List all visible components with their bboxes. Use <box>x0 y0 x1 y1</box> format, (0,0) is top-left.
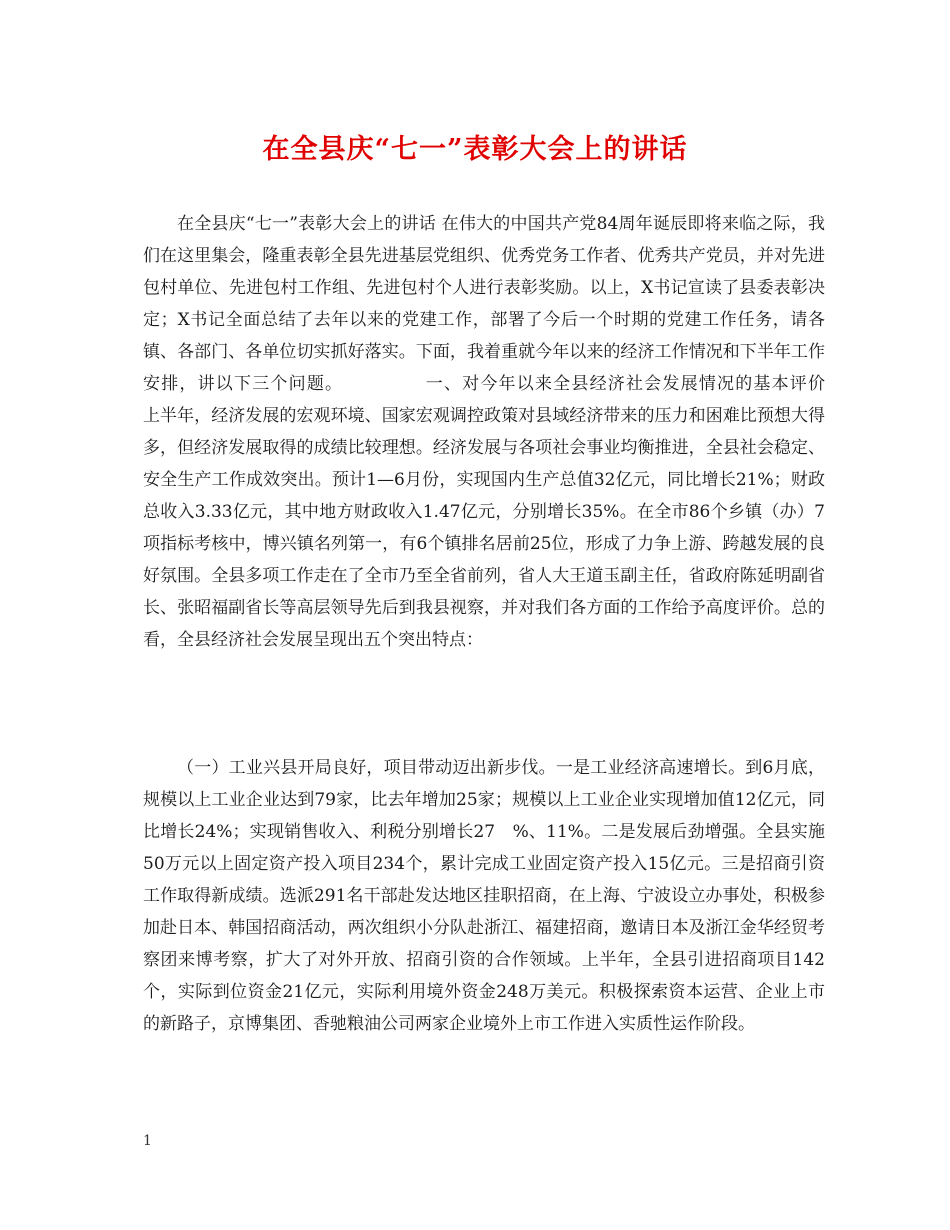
document-title: 在全县庆“七一”表彰大会上的讲话 <box>262 134 688 165</box>
body-paragraph-1: 在全县庆“七一”表彰大会上的讲话 在伟大的中国共产党84周年诞辰即将来临之际，我们在这里集会，隆重表彰全县先进基层党组织、优秀党务工作者、优秀共产党员，并对先进包村单位、先进包村工作组、先进包村个人进行表彰奖励。以上，X书记宣读了县委表彰决定；X书记全面总结了去年以来的党建工作，部署了今后一个时期的党建工作任务，请各镇、各部门、各单位切实抓好落实。下面，我着重就今年以来的经济工作情况和下半年工作安排，讲以下三个问题。 一、对今年以来全县经济社会发展情况的基本评价 上半年，经济发展的宏观环境、国家宏观调控政策对县域经济带来的压力和困难比预想大得多，但经济发展取得的成绩比较理想。经济发展与各项社会事业均衡推进，全县社会稳定、安全生产工作成效突出。预计1—6月份，实现国内生产总值32亿元，同比增长21%；财政总收入3.33亿元，其中地方财政收入1.47亿元，分别增长35%。在全市86个乡镇（办）7项指标考核中，博兴镇名列第一，有6个镇排名居前25位，形成了力争上游、跨越发展的良好氛围。全县多项工作走在了全市乃至全省前列，省人大王道玉副主任，省政府陈延明副省长、张昭福副省长等高层领导先后到我县视察，并对我们各方面的工作给予高度评价。总的看，全县经济社会发展呈现出五个突出特点： <box>143 214 910 650</box>
body-paragraph-2: （一）工业兴县开局良好，项目带动迈出新步伐。一是工业经济高速增长。到6月底，规模以上工业企业达到79家，比去年增加25家；规模以上工业企业实现增加值12亿元，同比增长24%；实现销售收入、利税分别增长27 %、11%。二是发展后劲增强。全县实施50万元以上固定资产投入项目234个，累计完成工业固定资产投入15亿元。三是招商引资工作取得新成绩。选派291名干部赴发达地区挂职招商，在上海、宁波设立办事处，积极参加赴日本、韩国招商活动，两次组织小分队赴浙江、福建招商，邀请日本及浙江金华经贸考察团来博考察，扩大了对外开放、招商引资的合作领域。上半年，全县引进招商项目142个，实际到位资金21亿元，实际利用境外资金248万美元。积极探索资本运营、企业上市的新路子，京博集团、香驰粮油公司两家企业境外上市工作进入实质性运作阶段。 <box>143 758 825 1034</box>
page-number: 1 <box>143 1133 152 1149</box>
